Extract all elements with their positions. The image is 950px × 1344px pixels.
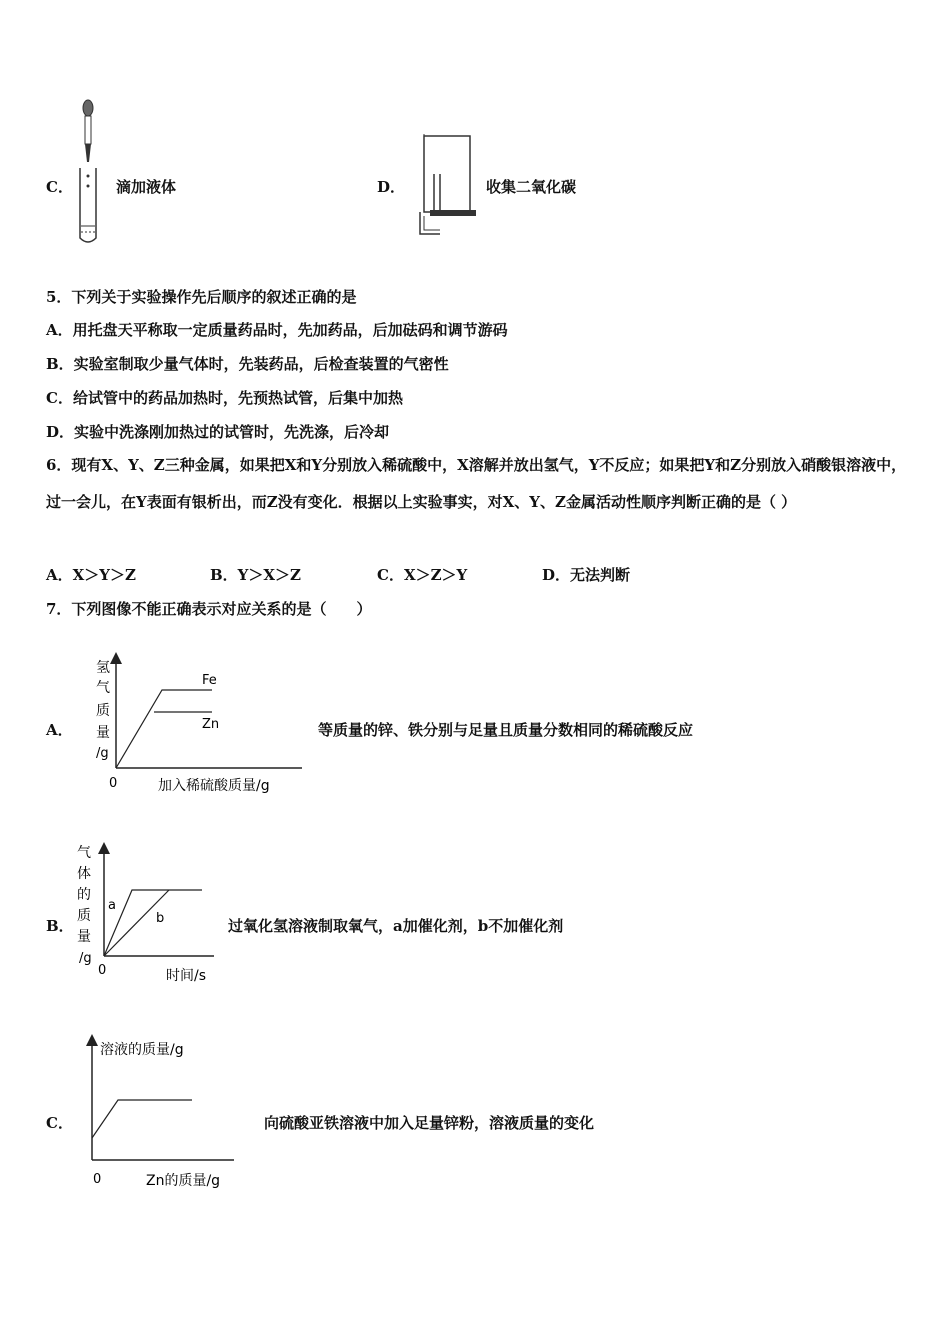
q7a-x-label: 加入稀硫酸质量/g — [158, 778, 270, 794]
q7-chart-c — [84, 1032, 254, 1197]
q4-option-d-letter: D． — [377, 178, 406, 196]
q5-option-d: D．实验中洗涤刚加热过的试管时，先洗涤，后冷却 — [46, 423, 390, 441]
q7-stem: 7．下列图像不能正确表示对应关系的是（ ） — [46, 600, 372, 618]
q7a-fe-label: Fe — [202, 673, 217, 688]
q7a-origin: 0 — [109, 776, 118, 791]
dropper-test-tube-figure — [70, 98, 110, 248]
q7-option-c-text: 向硫酸亚铁溶液中加入足量锌粉，溶液质量的变化 — [264, 1114, 595, 1132]
q7-option-a-letter: A． — [46, 721, 73, 739]
q7-option-c-letter: C． — [46, 1114, 73, 1132]
q6-option-b: B．Y＞X＞Z — [210, 566, 301, 584]
q7b-a-label: a — [108, 898, 116, 913]
q7a-fe-line — [116, 690, 212, 768]
q5-stem: 5．下列关于实验操作先后顺序的叙述正确的是 — [46, 288, 357, 306]
q4-option-c-text: 滴加液体 — [116, 178, 177, 196]
q6-option-a: A．X＞Y＞Z — [46, 566, 136, 584]
q7b-y-label-2: 体 — [77, 866, 91, 882]
q7c-y-label: 溶液的质量/g — [100, 1042, 184, 1058]
q7b-a-line — [104, 890, 202, 956]
q6-option-d: D．无法判断 — [542, 566, 631, 584]
q7-chart-a — [92, 650, 312, 800]
q7b-x-label: 时间/s — [166, 968, 207, 984]
q7b-y-label-5: 量 — [77, 929, 91, 945]
q7a-y-label-1: 氢 — [96, 660, 110, 676]
q7a-y-label-5: /g — [96, 746, 109, 761]
q7a-y-label-3: 质 — [96, 703, 110, 719]
q7b-y-label-1: 气 — [77, 845, 91, 861]
q7b-origin: 0 — [98, 963, 107, 978]
q5-option-c: C．给试管中的药品加热时，先预热试管，后集中加热 — [46, 389, 403, 407]
q7-option-b-text: 过氧化氢溶液制取氧气，a加催化剂，b不加催化剂 — [228, 917, 564, 935]
q4-option-d-text: 收集二氧化碳 — [486, 178, 577, 196]
q6-option-c: C．X＞Z＞Y — [377, 566, 468, 584]
q5-option-a: A．用托盘天平称取一定质量药品时，先加药品，后加砝码和调节游码 — [46, 321, 508, 339]
q7c-origin: 0 — [93, 1172, 102, 1187]
q7-option-b-letter: B． — [46, 917, 74, 935]
q4-option-c-letter: C． — [46, 178, 73, 196]
q7-chart-b — [74, 842, 224, 987]
q7b-y-label-6: /g — [79, 951, 92, 966]
q7b-y-label-4: 质 — [77, 908, 91, 924]
q7-option-a-text: 等质量的锌、铁分别与足量且质量分数相同的稀硫酸反应 — [318, 721, 694, 739]
q6-stem: 6．现有X、Y、Z三种金属，如果把X和Y分别放入稀硫酸中，X溶解并放出氢气，Y不反应；如果把Y和Z分别放入硝酸银溶液中，过一会儿，在Y表面有银析出，而Z没有变化．根据以上实验事实，对X、Y、Z金属活动性顺序判断正确的是（ ） — [46, 456, 907, 511]
q7b-y-label-3: 的 — [77, 887, 91, 903]
q7b-b-label: b — [156, 911, 165, 926]
q7a-y-label-4: 量 — [96, 725, 110, 741]
q7c-x-label: Zn的质量/g — [146, 1173, 221, 1189]
q7c-line — [92, 1100, 192, 1138]
q7a-y-label-2: 气 — [96, 680, 110, 696]
q5-option-b: B．实验室制取少量气体时，先装药品，后检查装置的气密性 — [46, 355, 449, 373]
gas-collection-figure — [410, 134, 480, 240]
q7a-zn-label: Zn — [202, 717, 220, 732]
